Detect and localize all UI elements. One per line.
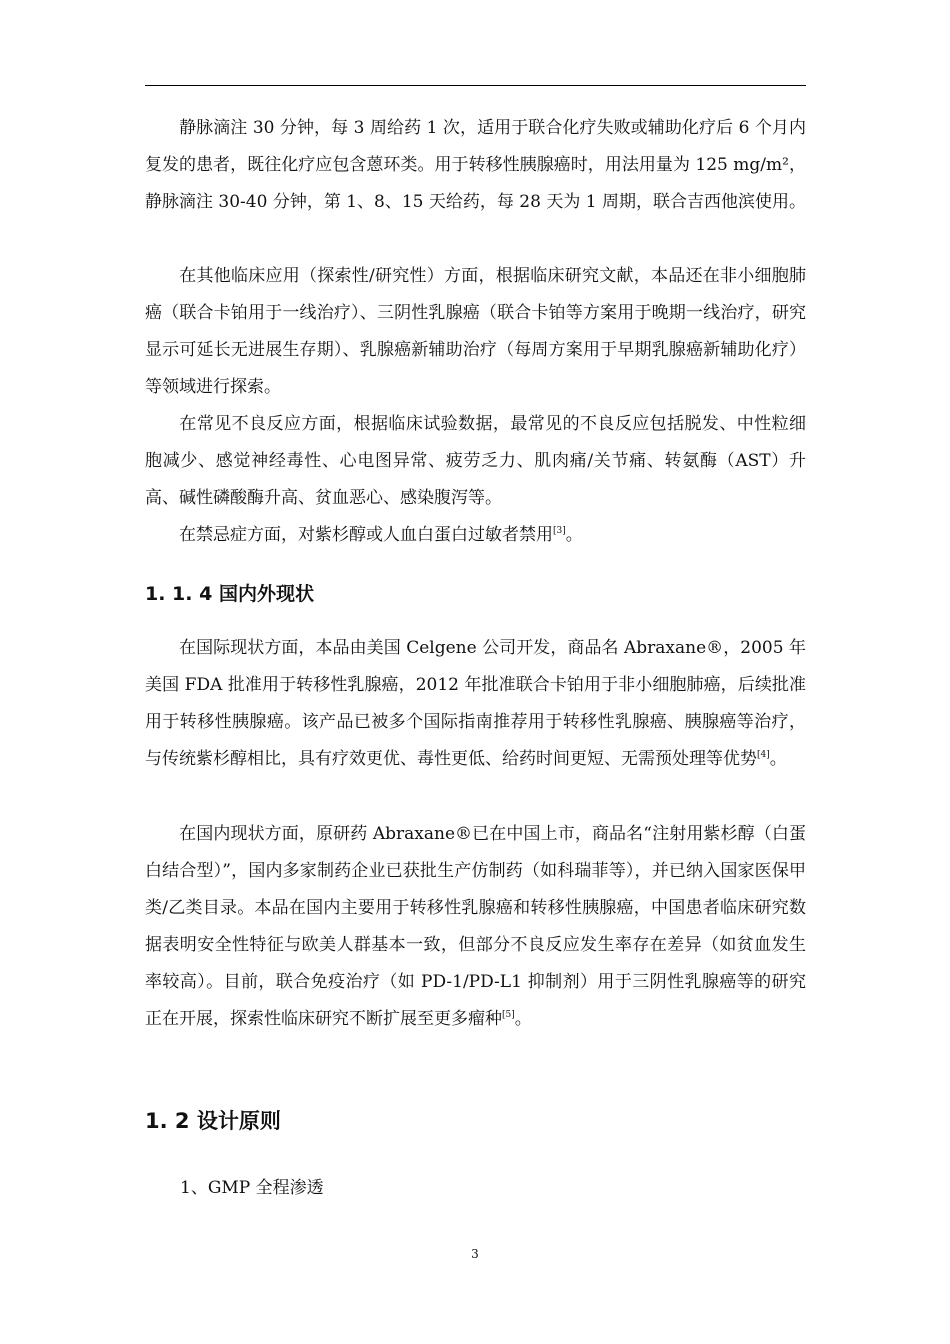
- citation-3: [3]: [553, 526, 566, 536]
- paragraph-contraindications: 在禁忌症方面，对紫杉醇或人血白蛋白过敏者禁用[3]。: [179, 525, 583, 545]
- list-item-gmp: 1、GMP 全程渗透: [180, 1178, 324, 1198]
- heading-1-1-4: 1. 1. 4 国内外现状: [145, 583, 314, 605]
- paragraph-adverse-reactions: 在常见不良反应方面，根据临床试验数据，最常见的不良反应包括脱发、中性粒细胞减少、感觉神经毒性、心电图异常、疲劳乏力、肌肉痛/关节痛、转氨酶（AST）升高、碱性磷酸酶升高、贫血恶心、感染腹泻等。: [145, 414, 806, 508]
- citation-5: [5]: [502, 1010, 515, 1020]
- citation-4: [4]: [757, 750, 770, 760]
- paragraph-international-status: 在国际现状方面，本品由美国 Celgene 公司开发，商品名 Abraxane®，2005 年美国 FDA 批准用于转移性乳腺癌，2012 年批准联合卡铂用于非小细胞肺癌，后续批准用于转移性胰腺癌。该产品已被多个国际指南推荐用于转移性乳腺癌、胰腺癌等治疗，与传统紫杉醇相比，具有疗效更优、毒性更低、给药时间更短、无需预处理等优势[4]。: [145, 638, 806, 769]
- header-rule: [145, 85, 806, 86]
- heading-1-2: 1. 2 设计原则: [145, 1109, 281, 1133]
- paragraph-dosage: 静脉滴注 30 分钟，每 3 周给药 1 次，适用于联合化疗失败或辅助化疗后 6 个月内复发的患者，既往化疗应包含蒽环类。用于转移性胰腺癌时，用法用量为 125 mg/m²，静脉滴注 30-40 分钟，第 1、8、15 天给药，每 28 天为 1 周期，联合吉西他滨使用。: [145, 118, 806, 212]
- page-number: 3: [471, 1247, 479, 1261]
- paragraph-clinical-use: 在其他临床应用（探索性/研究性）方面，根据临床研究文献，本品还在非小细胞肺癌（联合卡铂用于一线治疗）、三阴性乳腺癌（联合卡铂等方案用于晚期一线治疗，研究显示可延长无进展生存期）、乳腺癌新辅助治疗（每周方案用于早期乳腺癌新辅助化疗）等领域进行探索。: [145, 266, 806, 397]
- paragraph-domestic-status: 在国内现状方面，原研药 Abraxane®已在中国上市，商品名“注射用紫杉醇（白蛋白结合型）”，国内多家制药企业已获批生产仿制药（如科瑞菲等），并已纳入国家医保甲类/乙类目录。本品在国内主要用于转移性乳腺癌和转移性胰腺癌，中国患者临床研究数据表明安全性特征与欧美人群基本一致，但部分不良反应发生率存在差异（如贫血发生率较高）。目前，联合免疫治疗（如 PD-1/PD-L1 抑制剂）用于三阴性乳腺癌等的研究正在开展，探索性临床研究不断扩展至更多瘤种[5]。: [145, 824, 806, 1029]
